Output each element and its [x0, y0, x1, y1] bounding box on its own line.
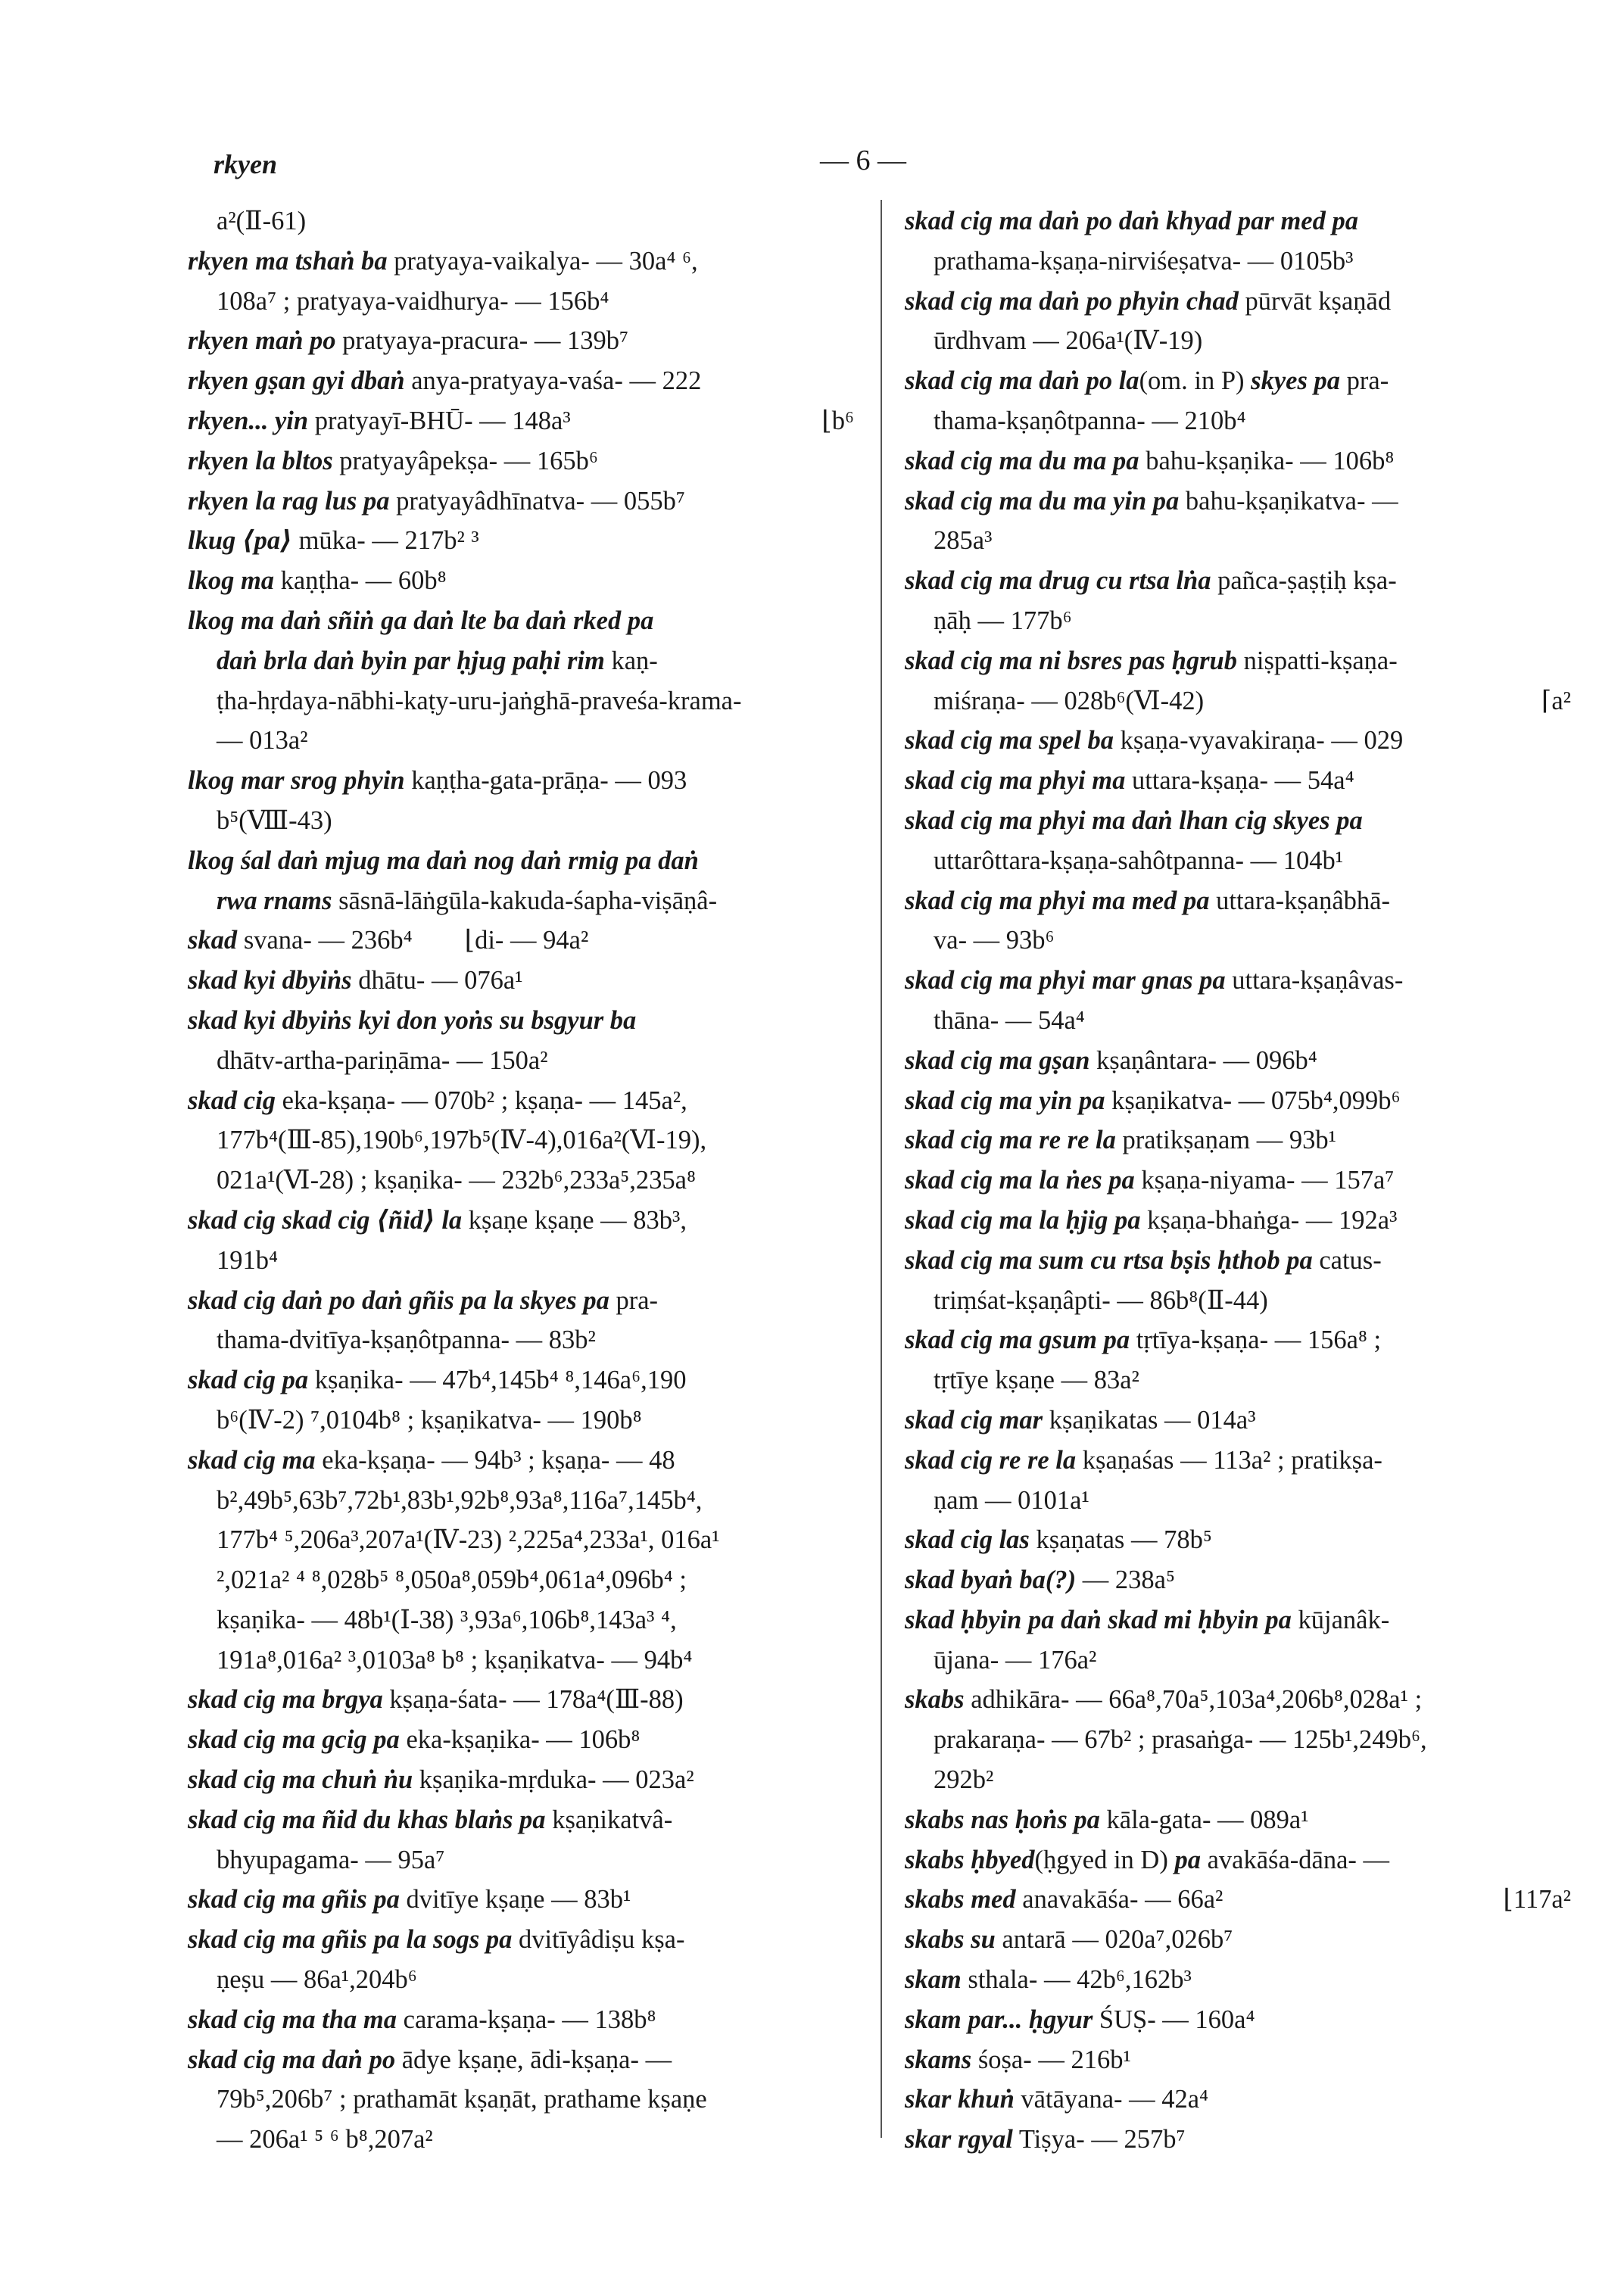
headword: skad cig ma brgya — [188, 1685, 383, 1715]
gloss-text: — 013a² — [217, 726, 308, 756]
entry-line — [188, 761, 854, 801]
gloss-text: 177b⁴ ⁵,206a³,207a¹(Ⅳ-23) ²,225a⁴,233a¹, 016a¹ — [217, 1525, 720, 1555]
headword: skad cig ma du ma pa — [905, 446, 1139, 475]
entry-line — [188, 441, 854, 481]
entry-line — [905, 1680, 1571, 1720]
entry-line — [905, 361, 1571, 401]
entry-line — [905, 1840, 1571, 1880]
gloss-text: carama-kṣaṇa- — 138b⁸ — [397, 2005, 656, 2034]
gloss-text: tṛtīye kṣaṇe — 83a² — [934, 1366, 1139, 1395]
gloss-text: śoṣa- — 216b¹ — [971, 2045, 1131, 2074]
headword: skad cig ma daṅ po phyin chad — [905, 286, 1239, 316]
entry-line — [188, 1360, 854, 1400]
gloss-text: pratyaya-pracura- — 139b⁷ — [335, 326, 629, 356]
continuation-line — [905, 1640, 1571, 1681]
gloss-text: 79b⁵,206b⁷ ; prathamāt kṣaṇāt, prathame kṣaṇe — [217, 2085, 707, 2114]
headword: skad cig ma gcig pa — [188, 1725, 400, 1755]
gloss-text: prathama-kṣaṇa-nirviśeṣatva- — 0105b³ — [934, 246, 1354, 276]
gloss-text: antarā — 020a⁷,026b⁷ — [995, 1925, 1233, 1955]
entry-line — [905, 561, 1571, 601]
headword: rkyen la rag lus pa — [188, 486, 390, 516]
headword: skam par... ḥgyur — [905, 2005, 1093, 2034]
gloss-text: va- — 93b⁶ — [934, 926, 1055, 955]
continuation-line — [905, 921, 1571, 961]
entry-line — [905, 1081, 1571, 1121]
entry-line — [905, 1560, 1571, 1600]
continuation-line — [188, 1840, 854, 1880]
gloss-text: ṭha-hṛdaya-nābhi-kaṭy-uru-jaṅghā-praveśa-krama- — [217, 686, 742, 715]
entry-line — [905, 1241, 1571, 1281]
headword: skabs nas ḥoṅs pa — [905, 1805, 1100, 1834]
entry-line — [188, 241, 854, 282]
left-column — [188, 201, 854, 2160]
headword: lkog ma — [188, 566, 275, 596]
gloss-text: ṇam — 0101a¹ — [934, 1485, 1089, 1515]
entry-line — [905, 201, 1571, 241]
gloss-text: kṣaṇa-śata- — 178a⁴(Ⅲ-88) — [382, 1685, 684, 1715]
gloss-text: eka-kṣaṇika- — 106b⁸ — [399, 1725, 641, 1755]
gloss-text: dhātv-artha-pariṇāma- — 150a² — [217, 1045, 548, 1075]
entry-line — [188, 1001, 854, 1041]
headword: skad cig mar — [905, 1405, 1043, 1435]
headword: skad cig ma drug cu rtsa lṅa — [905, 566, 1211, 596]
headword: skad cig ma yin pa — [905, 1086, 1105, 1115]
gloss-text: pratyayâpekṣa- — 165b⁶ — [332, 446, 598, 475]
continuation-line — [905, 401, 1571, 441]
entry-line — [905, 801, 1571, 841]
entry-line — [188, 641, 854, 681]
continuation-line — [188, 681, 854, 721]
entry-line — [905, 1320, 1571, 1360]
gloss-text: — 238a⁵ — [1076, 1566, 1175, 1595]
gloss-text: dhātu- — 076a¹ — [351, 966, 523, 995]
headword: skar khuṅ — [905, 2085, 1015, 2114]
continuation-line — [188, 1041, 854, 1081]
gloss-text: thama-dvitīya-kṣaṇôtpanna- — 83b² — [217, 1326, 596, 1355]
continuation-line — [188, 2120, 854, 2160]
gloss-text: (ḥgyed in D) — [1034, 1845, 1175, 1874]
gloss-text: dvitīye kṣaṇe — 83b¹ — [399, 1885, 631, 1914]
gloss-text: kṣaṇaśas — 113a² ; pratikṣa- — [1076, 1445, 1382, 1475]
entry-line — [905, 1400, 1571, 1441]
headword: skabs — [905, 1685, 965, 1715]
folio-marker: ⌊117a² — [1503, 1885, 1571, 1914]
entry-line — [188, 601, 854, 641]
gloss-text: 191b⁴ — [217, 1245, 279, 1275]
entry-line — [905, 1800, 1571, 1840]
continuation-line — [188, 801, 854, 841]
continuation-line — [188, 2080, 854, 2120]
entry-line — [905, 441, 1571, 481]
entry-line — [905, 1600, 1571, 1640]
entry-line — [188, 1880, 854, 1920]
headword: rkyen gṣan gyi dbaṅ — [188, 366, 405, 396]
headword: skad cig ma ni bsres pas ḥgrub — [905, 646, 1237, 675]
entry-line — [905, 2080, 1571, 2120]
continuation-line — [905, 521, 1571, 561]
continuation-line — [188, 1600, 854, 1640]
headword: skar rgyal — [905, 2125, 1013, 2154]
gloss-text: ṇāḥ — 177b⁶ — [934, 606, 1072, 635]
entry-line — [188, 1720, 854, 1760]
gloss-text: kaṇṭha- — 60b⁸ — [274, 566, 447, 596]
gloss-text: uttara-kṣaṇâvas- — [1225, 966, 1404, 995]
continuation-line — [188, 1241, 854, 1281]
entry-line — [188, 1800, 854, 1840]
gloss-text: b⁵(Ⅷ-43) — [217, 805, 332, 835]
gloss-text: 285a³ — [934, 526, 993, 556]
headword: skad cig ma phyi ma daṅ lhan cig skyes pa — [905, 805, 1363, 835]
gloss-text: sāsnā-lāṅgūla-kakuda-śapha-viṣāṇâ- — [332, 886, 718, 915]
headword: rkyen... yin — [188, 406, 309, 435]
entry-line — [188, 1680, 854, 1720]
gloss-text: svana- — 236b⁴ ⌊di- — 94a² — [237, 926, 589, 955]
headword: skad cig — [188, 1086, 276, 1115]
entry-line — [188, 481, 854, 522]
gloss-text: pra- — [1340, 366, 1389, 396]
entry-line — [188, 1760, 854, 1800]
gloss-text: ṇeṣu — 86a¹,204b⁶ — [217, 1965, 417, 1995]
entry-line — [905, 2120, 1571, 2160]
gloss-text: dvitīyâdiṣu kṣa- — [512, 1925, 685, 1955]
gloss-text: ²,021a² ⁴ ⁸,028b⁵ ⁸,050a⁸,059b⁴,061a⁴,096b⁴ ; — [217, 1566, 687, 1595]
gloss-text: pañca-ṣaṣṭiḥ kṣa- — [1211, 566, 1397, 596]
gloss-text: b²,49b⁵,63b⁷,72b¹,83b¹,92b⁸,93a⁸,116a⁷,145b⁴, — [217, 1485, 703, 1515]
gloss-text: mūka- — 217b² ³ — [291, 526, 479, 556]
continuation-line — [905, 1281, 1571, 1321]
continuation-line — [905, 241, 1571, 282]
headword: skad cig daṅ po daṅ gñis pa la skyes pa — [188, 1285, 609, 1315]
entry-line — [188, 361, 854, 401]
headword: skad cig pa — [188, 1366, 309, 1395]
gloss-text: tṛtīya-kṣaṇa- — 156a⁸ ; — [1130, 1326, 1382, 1355]
headword: skad kyi dbyiṅs — [188, 966, 352, 995]
gloss-text: uttarôttara-kṣaṇa-sahôtpanna- — 104b¹ — [934, 846, 1344, 875]
entry-line — [905, 1201, 1571, 1241]
headword: lkog ma daṅ sñiṅ ga daṅ lte ba daṅ rked pa — [188, 606, 654, 635]
gloss-text: anya-pratyaya-vaśa- — 222 — [404, 366, 702, 396]
gloss-text: a²(Ⅱ-61) — [217, 207, 307, 235]
headword: rkyen la bltos — [188, 446, 333, 475]
headword: skad cig ma re re la — [905, 1126, 1116, 1155]
continuation-line — [188, 1481, 854, 1521]
page-number: — 6 — — [820, 145, 906, 176]
entry-line — [188, 401, 854, 441]
headword: skad cig skad cig ⟨ñid⟩ la — [188, 1205, 463, 1235]
gloss-text: kūjanâk- — [1291, 1605, 1390, 1634]
headword: skyes pa — [1251, 366, 1341, 396]
entry-line — [905, 721, 1571, 761]
gloss-text: pratyayâdhīnatva- — 055b⁷ — [389, 486, 685, 516]
entry-line — [188, 521, 854, 561]
right-column — [905, 201, 1571, 2160]
entry-line — [905, 1880, 1571, 1920]
entry-line — [188, 881, 854, 921]
headword: skad cig ma du ma yin pa — [905, 486, 1180, 516]
headword: skad cig ma ñid du khas blaṅs pa — [188, 1805, 546, 1834]
headword: skad cig las — [905, 1525, 1030, 1555]
headword: skad cig ma spel ba — [905, 726, 1114, 756]
entry-line — [905, 282, 1571, 322]
continuation-line — [905, 681, 1571, 721]
headword: lkog śal daṅ mjug ma daṅ nog daṅ rmig pa daṅ — [188, 846, 699, 875]
gloss-text: kaṇ- — [604, 646, 658, 675]
headword: rkyen maṅ po — [188, 326, 336, 356]
gloss-text: thāna- — 54a⁴ — [934, 1005, 1085, 1035]
entry-line — [188, 1920, 854, 1960]
entry-line — [905, 1161, 1571, 1201]
gloss-text: ūjana- — 176a² — [934, 1645, 1097, 1675]
continuation-line — [188, 282, 854, 322]
gloss-text: pūrvāt kṣaṇād — [1238, 286, 1392, 316]
entry-line — [188, 1281, 854, 1321]
headword: skad cig ma daṅ po — [188, 2045, 396, 2074]
gloss-text: 177b⁴(Ⅲ-85),190b⁶,197b⁵(Ⅳ-4),016a²(Ⅵ-19), — [217, 1126, 707, 1155]
entry-line — [188, 921, 854, 961]
gloss-text: niṣpatti-kṣaṇa- — [1237, 646, 1398, 675]
gloss-text: kṣaṇa-bhaṅga- — 192a³ — [1140, 1205, 1398, 1235]
gloss-text: kaṇṭha-gata-prāṇa- — 093 — [404, 766, 687, 796]
gloss-text: kṣaṇika- — 48b¹(Ⅰ-38) ³,93a⁶,106b⁸,143a³ ⁴, — [217, 1605, 677, 1634]
entry-line — [188, 841, 854, 881]
entry-line — [905, 1520, 1571, 1560]
headword: skad cig ma sum cu rtsa bṣis ḥthob pa — [905, 1245, 1313, 1275]
gloss-text: kṣaṇa-niyama- — 157a⁷ — [1134, 1166, 1395, 1195]
headword: skad byaṅ ba(?) — [905, 1566, 1077, 1595]
headword: skad cig ma phyi mar gnas pa — [905, 966, 1226, 995]
entry-line — [905, 1960, 1571, 2000]
gloss-text: ādye kṣaṇe, ādi-kṣaṇa- — — [395, 2045, 672, 2074]
headword: lkug ⟨pa⟩ — [188, 526, 292, 556]
gloss-text: (om. in P) — [1139, 366, 1252, 396]
headword: skams — [905, 2045, 972, 2074]
folio-marker: ⌊b⁶ — [821, 406, 854, 435]
gloss-text: kṣaṇântara- — 096b⁴ — [1089, 1045, 1317, 1075]
headword: skad cig ma tha ma — [188, 2005, 397, 2034]
continuation-line — [905, 601, 1571, 641]
gloss-text: kṣaṇe kṣaṇe — 83b³, — [462, 1205, 687, 1235]
gloss-text: 191a⁸,016a² ³,0103a⁸ b⁸ ; kṣaṇikatva- — 94b⁴ — [217, 1645, 693, 1675]
gloss-text: kṣaṇa-vyavakiraṇa- — 029 — [1113, 726, 1404, 756]
continuation-line — [188, 721, 854, 761]
gloss-text: vātāyana- — 42a⁴ — [1014, 2085, 1209, 2114]
gloss-text: 108a⁷ ; pratyaya-vaidhurya- — 156b⁴ — [217, 286, 609, 316]
gloss-text: kṣaṇikatvâ- — [545, 1805, 673, 1834]
gloss-text: kṣaṇatas — 78b⁵ — [1029, 1525, 1212, 1555]
gloss-text: thama-kṣaṇôtpanna- — 210b⁴ — [934, 406, 1246, 435]
entry-line — [188, 961, 854, 1001]
gloss-text: kṣaṇika- — 47b⁴,145b⁴ ⁸,146a⁶,190 — [308, 1366, 687, 1395]
headword: skad kyi dbyiṅs kyi don yoṅs su bsgyur ba — [188, 1005, 637, 1035]
gloss-text: b⁶(Ⅳ-2) ⁷,0104b⁸ ; kṣaṇikatva- — 190b⁸ — [217, 1405, 642, 1435]
headword: skad cig ma gñis pa — [188, 1885, 400, 1914]
headword: skad cig ma chuṅ ṅu — [188, 1765, 413, 1795]
folio-marker: ⌈a² — [1541, 686, 1571, 715]
gloss-text: ūrdhvam — 206a¹(Ⅳ-19) — [934, 326, 1203, 356]
continuation-line — [905, 1481, 1571, 1521]
running-head: rkyen — [214, 149, 277, 179]
gloss-text: 292b² — [934, 1765, 994, 1795]
headword: skad — [188, 926, 238, 955]
entry-line — [905, 881, 1571, 921]
entry-line — [188, 1441, 854, 1481]
continuation-line — [188, 1400, 854, 1441]
headword: skad cig ma phyi ma — [905, 766, 1126, 796]
headword: skad cig ma daṅ po la — [905, 366, 1139, 396]
gloss-text: Tiṣya- — 257b⁷ — [1012, 2125, 1186, 2154]
entry-line — [905, 961, 1571, 1001]
entry-line — [905, 481, 1571, 522]
headword: daṅ brla daṅ byin par ḥjug paḥi rim — [217, 646, 605, 675]
headword: skad cig ma daṅ po daṅ khyad par med pa — [905, 207, 1358, 235]
gloss-text: miśraṇa- — 028b⁶(Ⅵ-42) — [934, 686, 1205, 715]
continuation-line — [188, 1161, 854, 1201]
continuation-line — [905, 321, 1571, 361]
entry-line — [905, 1441, 1571, 1481]
continuation-line — [188, 201, 854, 241]
gloss-text: catus- — [1312, 1245, 1382, 1275]
gloss-text: prakaraṇa- — 67b² ; prasaṅga- — 125b¹,249b⁶, — [934, 1725, 1427, 1755]
entry-line — [905, 2000, 1571, 2040]
continuation-line — [905, 841, 1571, 881]
entry-line — [188, 1081, 854, 1121]
headword: pa — [1174, 1845, 1201, 1874]
headword: skad cig ma — [188, 1445, 316, 1475]
headword: skad cig ma gsum pa — [905, 1326, 1130, 1355]
gloss-text: sthala- — 42b⁶,162b³ — [961, 1965, 1192, 1995]
gloss-text: — 206a¹ ⁵ ⁶ b⁸,207a² — [217, 2125, 433, 2154]
headword: skad cig ma gñis pa la sogs pa — [188, 1925, 513, 1955]
headword: skad cig ma gṣan — [905, 1045, 1090, 1075]
entry-line — [188, 1201, 854, 1241]
continuation-line — [905, 1760, 1571, 1800]
headword: skad cig ma la ṅes pa — [905, 1166, 1135, 1195]
gloss-text: bhyupagama- — 95a⁷ — [217, 1845, 445, 1874]
entry-line — [905, 1920, 1571, 1960]
entry-line — [905, 761, 1571, 801]
column-divider — [881, 200, 882, 2138]
entry-line — [905, 1041, 1571, 1081]
headword: skabs ḥbyed — [905, 1845, 1035, 1874]
gloss-text: 021a¹(Ⅵ-28) ; kṣaṇika- — 232b⁶,233a⁵,235a⁸ — [217, 1166, 696, 1195]
entry-line — [188, 2040, 854, 2080]
gloss-text: pratyaya-vaikalya- — 30a⁴ ⁶, — [387, 246, 698, 276]
headword: rwa rnams — [217, 886, 332, 915]
continuation-line — [905, 1720, 1571, 1760]
gloss-text: kṣaṇikatva- — 075b⁴,099b⁶ — [1105, 1086, 1401, 1115]
headword: skabs med — [905, 1885, 1016, 1914]
gloss-text: bahu-kṣaṇikatva- — — [1179, 486, 1398, 516]
continuation-line — [188, 1320, 854, 1360]
gloss-text: kāla-gata- — 089a¹ — [1099, 1805, 1309, 1834]
gloss-text: pratikṣaṇam — 93b¹ — [1115, 1126, 1336, 1155]
continuation-line — [188, 1520, 854, 1560]
continuation-line — [188, 1960, 854, 2000]
entry-line — [905, 2040, 1571, 2080]
gloss-text: bahu-kṣaṇika- — 106b⁸ — [1139, 446, 1395, 475]
gloss-text: uttara-kṣaṇa- — 54a⁴ — [1125, 766, 1354, 796]
headword: skabs su — [905, 1925, 996, 1955]
entry-line — [905, 1120, 1571, 1161]
gloss-text: anavakāśa- — 66a² — [1015, 1885, 1223, 1914]
headword: skad cig ma phyi ma med pa — [905, 886, 1210, 915]
gloss-text: eka-kṣaṇa- — 94b³ ; kṣaṇa- — 48 — [315, 1445, 675, 1475]
headword: skad ḥbyin pa daṅ skad mi ḥbyin pa — [905, 1605, 1292, 1634]
gloss-text: pratyayī-BHŪ- — 148a³ — [308, 406, 571, 435]
continuation-line — [188, 1640, 854, 1681]
continuation-line — [188, 1560, 854, 1600]
gloss-text: pra- — [609, 1285, 659, 1315]
gloss-text: avakāśa-dāna- — — [1200, 1845, 1389, 1874]
headword: skad cig ma la ḥjig pa — [905, 1205, 1141, 1235]
gloss-text: adhikāra- — 66a⁸,70a⁵,103a⁴,206b⁸,028a¹ ; — [964, 1685, 1423, 1715]
gloss-text: uttara-kṣaṇâbhā- — [1209, 886, 1390, 915]
headword: skad cig re re la — [905, 1445, 1077, 1475]
entry-line — [905, 641, 1571, 681]
gloss-text: triṃśat-kṣaṇâpti- — 86b⁸(Ⅱ-44) — [934, 1285, 1268, 1315]
continuation-line — [188, 1120, 854, 1161]
gloss-text: eka-kṣaṇa- — 070b² ; kṣaṇa- — 145a², — [275, 1086, 687, 1115]
entry-line — [188, 2000, 854, 2040]
gloss-text: ŚUṢ- — 160a⁴ — [1093, 2005, 1255, 2034]
headword: rkyen ma tshaṅ ba — [188, 246, 388, 276]
headword: skam — [905, 1965, 962, 1995]
entry-line — [188, 321, 854, 361]
headword: lkog mar srog phyin — [188, 766, 405, 796]
continuation-line — [905, 1001, 1571, 1041]
gloss-text: kṣaṇika-mṛduka- — 023a² — [413, 1765, 694, 1795]
gloss-text: kṣaṇikatas — 014a³ — [1043, 1405, 1256, 1435]
continuation-line — [905, 1360, 1571, 1400]
entry-line — [188, 561, 854, 601]
